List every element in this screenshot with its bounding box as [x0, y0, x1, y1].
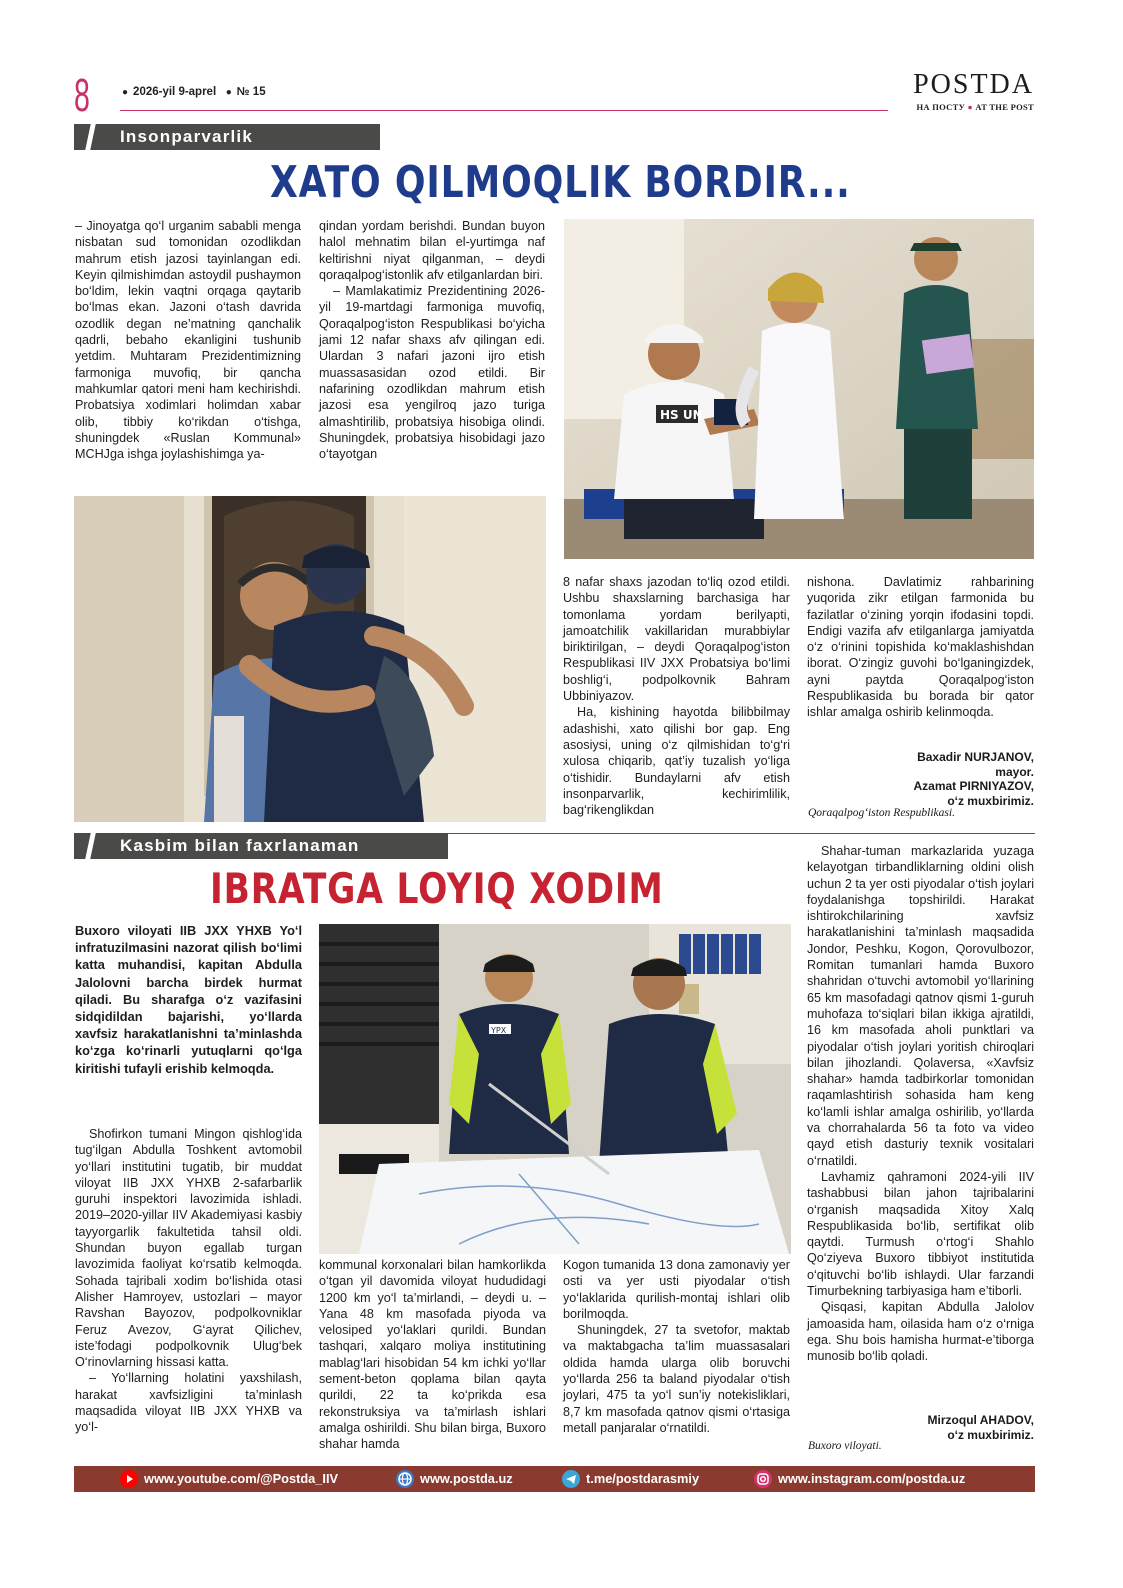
rubric-label: Kasbim bilan faxrlanaman — [120, 836, 360, 855]
telegram-link[interactable]: t.me/postdarasmiy — [586, 1471, 700, 1486]
photo-medical-checkup — [564, 219, 1034, 559]
youtube-icon — [120, 1470, 138, 1488]
author-name: Azamat PIRNIYAZOV, — [913, 779, 1034, 793]
article-column-4 — [807, 574, 1034, 721]
article-dateline: Qoraqalpog‘iston Respublikasi. — [808, 807, 955, 819]
website-link[interactable]: www.postda.uz — [420, 1471, 513, 1486]
paragraph: – Mamlakatimiz Prezidentining 2026-yil 19-martdagi farmoniga muvofiq, Qoraqalpog‘iston Respublikasi bo‘yicha jami 12 nafar shaxs afv qilingan edi. Ulardan 3 nafari jazoni ijro etish muassasasidan ozod etildi. Bir nafarining ozodlikdan mahrum etish jazosi esa yengilroq jazo turiga almashtirilib, probatsiya hisobiga olindi. Shuningdek, probatsiya hisobidagi jazo o‘tayotgan — [319, 284, 545, 462]
article-column-2 — [319, 1257, 546, 1453]
header-rule — [120, 110, 888, 111]
paragraph: nishona. Davlatimiz rahbarining yuqorida zikr etilgan farmonida bu fazilatlar o‘zining yorqin ifodasini topdi. Endigi vazifa afv etilganlarga jamiyatda o‘z o‘rinini topishida ko‘maklashishdan iborat. O‘zingiz guvohi bo‘lganingizdek, ayni paytda Qoraqalpog‘iston Respublikasida bu borada bir qator ishlar amalga oshirib kelinmoqda. — [807, 575, 1034, 720]
author-role: o‘z muxbirimiz. — [947, 1427, 1034, 1442]
paragraph: Shahar-tuman markazlarida yuzaga kelayotgan tirbandliklarning oldini olish uchun 2 ta yer osti piyodalar o‘tish joylari foydalanishga topshirildi. Harakat ishtirokchilarining xavfsiz harakatlanishini ta’minlash maqsadida Jondor, Peshku, Kogon, Qorovulbozor, Romitan tumanlari hamda Buxoro shahridan o‘tuvchi avtomobil yo‘llarining 65 km masofadagi qatnov qismi 1-guruh muhofaza to‘siqlari bilan ikkiga ajratildi, 16 km masofada aholi punktlari va piyodalar o‘tish joylari yoritish chiroqlari bilan jihozlandi. Qolaversa, «Xavfsiz shahar» hamda tadbirkorlar tomonidan raqamlashtirish sohasida ham keng ko‘lamli ishlar amalga oshirilib, yo‘llarda va chorrahalarda 56 ta foto va video qayd etish dasturiy texnik vositalari o‘rnatildi. — [807, 844, 1034, 1168]
shirt-print: HS UN — [660, 408, 703, 422]
author-role: mayor. — [995, 764, 1034, 779]
bullet-icon: ● — [225, 87, 232, 98]
rubric-marks — [86, 833, 102, 859]
article-column-1 — [75, 1126, 302, 1436]
issue-date: 2026-yil 9-aprel — [133, 86, 217, 98]
telegram-icon — [562, 1470, 580, 1488]
newspaper-logo — [894, 70, 1034, 112]
footer-bar — [74, 1466, 1035, 1492]
paragraph: Ha, kishining hayotda bilibbilmay adashishi, xato qilishi bor gap. Eng asosiysi, uning o‘z qilmishidan to‘g‘ri xulosa chiqarib, qat’iy tuzalish yo‘liga o‘tishidir. Bundaylarni afv etish insonparvarlik, kechirimlilik, bag‘rikenglikdan — [563, 705, 790, 818]
issue-number: № 15 — [236, 86, 266, 98]
instagram-icon — [754, 1470, 772, 1488]
paragraph: Shofirkon tumani Mingon qishlog‘ida tug‘ilgan Abdulla Toshkent avtomobil yo‘llari institutini tugatib, bir muddat viloyat IIB JXX YHXB 2-safarbarlik guruhi inspektori lavozimida ishladi. 2019–2020-yillar IIV Akademiyasi kasbiy tayyorgarlik fakultetida tahsil oldi. Shundan buyon egallab turgan lavozimida faoliyat ko‘rsatib kelmoqda. Sohada tajribali xodim bo‘lishida otasi Alisher Hamroyev, ustozlari – mayor Ravshan Bayozov, podpolkovniklar Feruz Avezov, G‘ayrat Qilichev, iste’fodagi podpolkovnik Ulug‘bek O‘rinovlarning hissasi katta. — [75, 1127, 302, 1370]
photo-map-review-image — [319, 924, 791, 1254]
page-number: 8 — [74, 69, 90, 121]
photo-embrace-image — [74, 496, 546, 822]
paragraph: 8 nafar shaxs jazodan to‘liq ozod etildi. Ushbu shaxslarning barchasiga har tomonlama yordam berilyapti, jamoatchilik vakillaridan murabbiylar biriktirilgan, – deydi Qoraqalpog‘iston Respublikasi IIV JXX Probatsiya bo‘limi boshlig‘i, podpolkovnik Bahram Ubbiniyazov. — [563, 575, 790, 704]
logo-sub-ru: НА ПОСТУ — [916, 102, 966, 112]
logo-title: POSTDA — [913, 69, 1034, 100]
bullet-icon: ● — [122, 87, 129, 98]
instagram-link[interactable]: www.instagram.com/postda.uz — [778, 1471, 966, 1486]
article-column-2 — [319, 218, 545, 462]
photo-map-review — [319, 924, 791, 1254]
badge-text: YPX — [491, 1026, 507, 1035]
article-lead: Buxoro viloyati IIB JXX YHXB Yo‘l infratuzilmasini nazorat qilish bo‘limi katta muhandisi, kapitan Abdulla Jalolovni barcha birdek hurmat qiladi. Bu sharafga o‘z vazifasini sidqidildan bajarishi, yo‘llarda xavfsiz harakatlanishni ta’minlashda ko‘zga ko‘rinarli yutuqlarni qo‘lga kiritishi tufayli erishib kelmoqda. — [75, 923, 302, 1076]
article-column-3 — [563, 574, 790, 818]
rubric-bar — [74, 124, 380, 150]
issue-dateline — [122, 86, 266, 98]
logo-sub-en: AT THE POST — [975, 102, 1034, 112]
globe-icon — [396, 1470, 414, 1488]
logo-subtitle: НА ПОСТУ ● AT THE POST — [916, 102, 1034, 112]
article-headline: IBRATGA LOYIQ XODIM — [210, 864, 664, 913]
article-signature — [807, 1413, 1034, 1442]
paragraph: Lavhamiz qahramoni 2024-yili IIV tashabbusi bilan jahon tajribalarini o‘rganish maqsadida Xitoy Xalq Respublikasida bo‘lib, sertifikat olib qaytdi. Turmush o‘rtog‘i Shahlo Qo‘ziyeva Buxoro tibbiyot institutida o‘qituvchi bo‘lib ishlaydi. Ular farzandi Timurbekning tarbiyasiga ham e’tiborli. — [807, 1169, 1034, 1299]
article-headline: XATO QILMOQLIK BORDIR... — [270, 157, 851, 208]
photo-embrace — [74, 496, 546, 822]
article-column-4 — [807, 843, 1034, 1365]
article-signature — [807, 750, 1034, 808]
author-name: Mirzoqul AHADOV, — [927, 1413, 1034, 1427]
author-role: o‘z muxbirimiz. — [947, 793, 1034, 808]
paragraph: Kogon tumanida 13 dona zamonaviy yer osti va yer usti piyodalar o‘tish yo‘laklarida qurilish-montaj ishlari olib borilmoqda. — [563, 1258, 790, 1321]
article-column-3 — [563, 1257, 790, 1436]
paragraph: Qisqasi, kapitan Abdulla Jalolov jamoasida ham, oilasida ham o‘z o‘rniga ega. Shu bois hamisha hurmat-e’tiborga munosib bo‘lib qoladi. — [807, 1300, 1034, 1364]
rubric-bar — [74, 833, 448, 859]
paragraph: – Yo‘llarning holatini yaxshilash, harakat xavfsizligini ta’minlash maqsadida viloyat IIB JXX YHXB va yo‘l- — [75, 1371, 302, 1435]
youtube-link[interactable]: www.youtube.com/@Postda_IIV — [144, 1471, 339, 1486]
paragraph: Shuningdek, 27 ta svetofor, maktab va maktabgacha ta’lim muassasalari oldida hamda ularga olib boruvchi yo‘llarda 256 ta baland piyodalar o‘tish joylari, 475 ta yo‘l sun’iy notekisliklari, 8,7 km masofada qatnov qismi o‘rtasiga metall panjaralar o‘rnatildi. — [563, 1323, 790, 1435]
rubric-marks — [86, 124, 102, 150]
paragraph: – Jinoyatga qo‘l urganim sababli menga nisbatan sud tomonidan ozodlikdan mahrum etish jazosi tayinlangan edi. Keyin qilmishimdan astoydil pushaymon bo‘ldim, lekin vaqtni orqaga qaytarib bo‘lmas ekan. Jazoni o‘tash davrida ozodlik degan ne’matning qanchalik qadrli, bebaho ekanligini tushunib yetdim. Muhtaram Prezidentimizning farmoniga muvofiq, bir qancha mahkumlar qatori meni ham kechirishdi. Probatsiya xodimlari holimdan xabar olib, tibbiy ko‘rikdan o‘tishga, shuningdek «Ruslan Kommunal» MCHJga ishga joylashishimga ya- — [75, 219, 301, 462]
rubric-label: Insonparvarlik — [120, 127, 254, 146]
paragraph: kommunal korxonalari bilan hamkorlikda o‘tgan yil davomida viloyat hududidagi 1200 km yo‘l ta’mirlandi, – deydi u. – Yana 48 km masofada piyoda va velosiped yo‘laklari qurildi. Bundan tashqari, xalqaro moliya institutining mablag‘lari hisobidan 54 km ichki yo‘llar sement-beton qoplama bilan qayta qurildi, 22 ta ko‘prikda esa rekonstruksiya va ta’mirlash ishlari amalga oshirildi. Shu bilan birga, Buxoro shahar hamda — [319, 1258, 546, 1452]
author-name: Baxadir NURJANOV, — [917, 750, 1034, 764]
article-dateline: Buxoro viloyati. — [808, 1440, 882, 1452]
paragraph: qindan yordam berishdi. Bundan buyon halol mehnatim bilan el-yurtimga naf keltirishni niyat qilganman, – deydi qoraqalpog‘istonlik afv etilganlardan biri. — [319, 219, 545, 282]
article-column-1 — [75, 218, 301, 462]
photo-medical-checkup-image — [564, 219, 1034, 559]
